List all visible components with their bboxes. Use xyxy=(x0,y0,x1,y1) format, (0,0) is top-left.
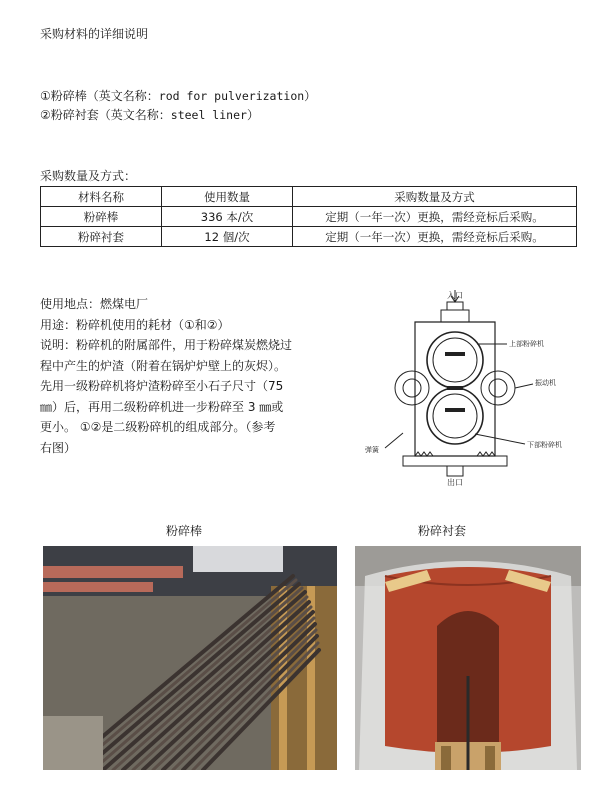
table-header-cell: 材料名称 xyxy=(41,187,162,207)
rod-photo xyxy=(43,546,337,770)
item-liner-suffix: ） xyxy=(246,108,259,122)
diagram-label-lower: 下部粉碎机 xyxy=(527,441,562,449)
usage-line: 用途：粉碎机使用的耗材（①和②） xyxy=(40,317,230,332)
table-row xyxy=(41,227,577,247)
item-rod-prefix: ①粉碎棒（英文名称： xyxy=(40,89,159,103)
item-liner-english: steel liner xyxy=(170,108,247,122)
item-liner xyxy=(40,108,259,122)
usage-line: 程中产生的炉渣（附着在锅炉炉壁上的灰烬）。 xyxy=(40,358,287,373)
item-rod-suffix: ） xyxy=(304,89,317,103)
table-header-cell: 使用数量 xyxy=(162,187,293,207)
table-cell: 定期（一年一次）更换，需经竞标后采购。 xyxy=(293,207,577,227)
purchase-table xyxy=(40,186,577,247)
usage-description xyxy=(40,294,340,458)
table-cell: 粉碎衬套 xyxy=(41,227,162,247)
diagram-label-inlet: 入口 xyxy=(447,291,463,300)
liner-photo-caption: 粉碎衬套 xyxy=(418,524,467,538)
table-header-row xyxy=(41,187,577,207)
table-cell: 12 個/次 xyxy=(162,227,293,247)
page-title: 采购材料的详细说明 xyxy=(40,27,149,41)
item-rod xyxy=(40,89,316,103)
table-cell: 定期（一年一次）更换，需经竞标后采购。 xyxy=(293,227,577,247)
item-liner-prefix: ②粉碎衬套（英文名称： xyxy=(40,108,171,122)
table-cell: 336 本/次 xyxy=(162,207,293,227)
table-cell: 粉碎棒 xyxy=(41,207,162,227)
usage-line: 说明：粉碎机的附属部件，用于粉碎煤炭燃烧过 xyxy=(40,338,293,352)
usage-line: ㎜）后，再用二级粉碎机进一步粉碎至 3 ㎜或 xyxy=(40,399,284,414)
item-rod-english: rod for pulverization xyxy=(158,89,305,103)
diagram-label-vibrator: 振动机 xyxy=(535,379,556,387)
diagram-label-spring: 弹簧 xyxy=(365,446,379,454)
usage-line: 更小。 ①②是二级粉碎机的组成部分。（参考 xyxy=(40,420,276,434)
usage-line: 使用地点：燃煤电厂 xyxy=(40,297,149,311)
rod-photo-caption: 粉碎棒 xyxy=(166,524,203,538)
usage-line: 先用一级粉碎机将炉渣粉碎至小石子尺寸（75 xyxy=(40,379,284,393)
table-row xyxy=(41,207,577,227)
purchase-heading: 采购数量及方式： xyxy=(40,169,137,183)
diagram-label-outlet: 出口 xyxy=(447,478,463,487)
table-header-cell: 采购数量及方式 xyxy=(293,187,577,207)
liner-photo xyxy=(355,546,581,770)
diagram-label-upper: 上部粉碎机 xyxy=(509,340,544,348)
usage-line: 右图） xyxy=(40,440,77,455)
crusher-diagram xyxy=(355,288,585,488)
